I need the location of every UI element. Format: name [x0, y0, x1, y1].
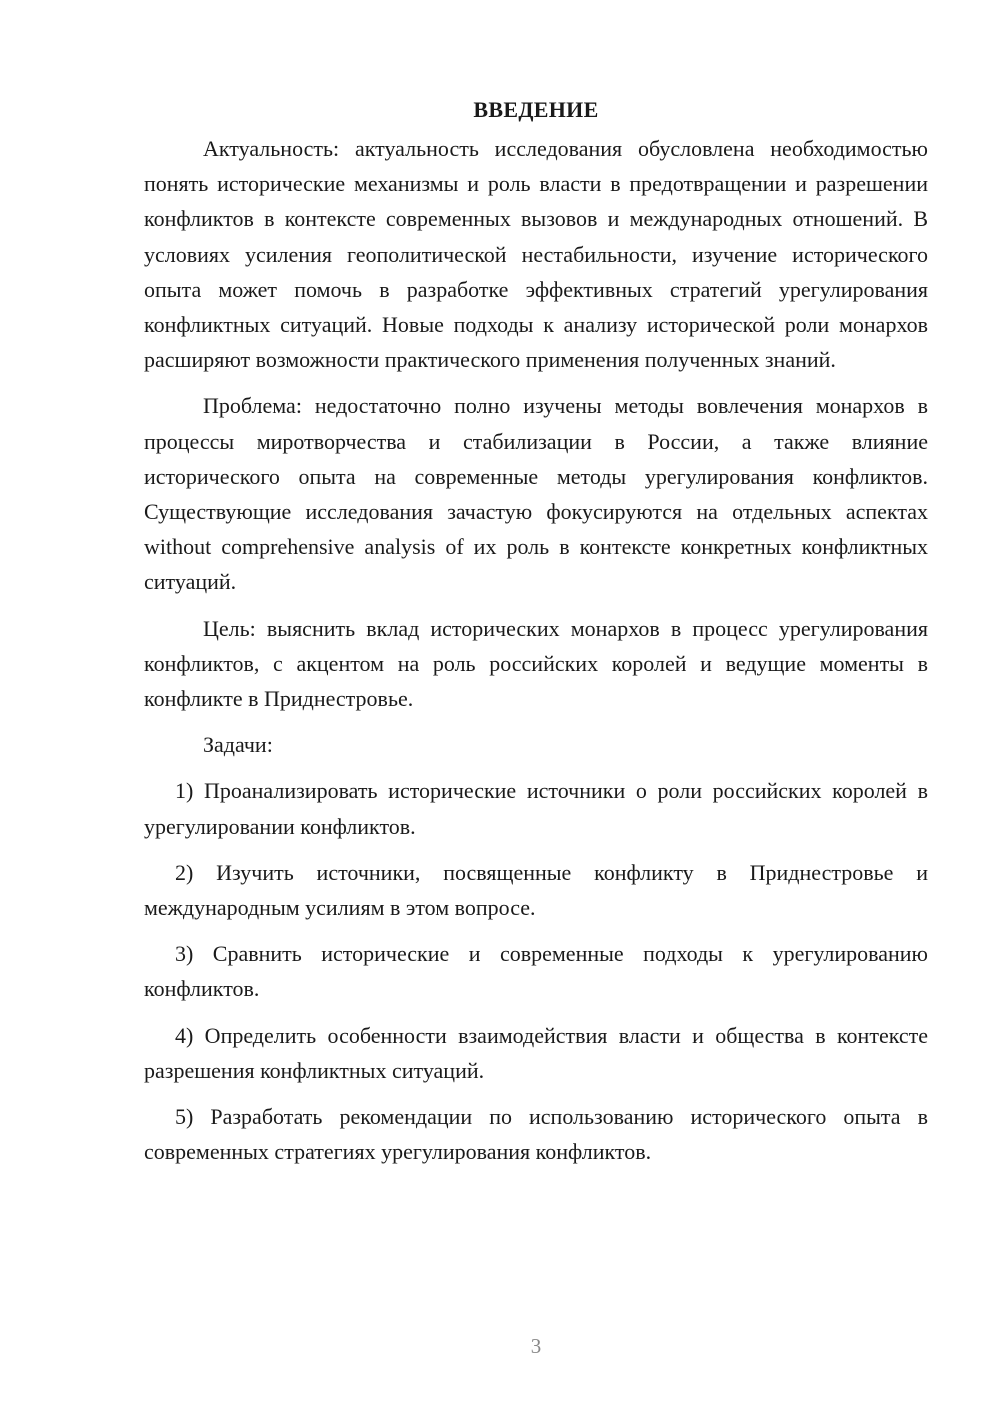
section-title: ВВЕДЕНИЕ [473, 97, 599, 122]
list-item: 2) Изучить источники, посвященные конфликту в Приднестровье и международным усилиям в этом вопросе. [144, 859, 928, 921]
list-item: 3) Сравнить исторические и современные подходы к урегулированию конфликтов. [144, 941, 928, 1002]
list-item: 4) Определить особенности взаимодействия власти и общества в контексте разрешения конфликтных ситуаций. [144, 1022, 928, 1083]
list-item: 5) Разработать рекомендации по использованию исторического опыта в современных стратегиях урегулирования конфликтов. [144, 1104, 928, 1165]
paragraph-goal: Цель: выяснить вклад исторических монархов в процесс урегулирования конфликтов, с акцентом на роль российских королей и ведущие моменты в конфликте в Приднестровье. [144, 615, 928, 712]
page-number: 3 [530, 1334, 542, 1358]
page-content [144, 92, 928, 1180]
paragraph-problem: Проблема: недостаточно полно изучены методы вовлечения монархов в процессы миротворчества и стабилизации в России, а также влияние исторического опыта на современные методы урегулирования конфликтов. Существующие исследования зачастую фокусируются на отдельных аспектах without comprehensive analysis of их роль в контексте конкретных конфликтных ситуаций. [144, 393, 928, 595]
task-list [144, 773, 928, 1169]
list-item: 1) Проанализировать исторические источники о роли российских королей в урегулировании конфликтов. [144, 778, 928, 839]
paragraph-tasks-heading: Задачи: [203, 732, 273, 758]
paragraph-relevance: Актуальность: актуальность исследования обусловлена необходимостью понять исторические механизмы и роль власти в предотвращении и разрешении конфликтов в контексте современных вызовов и международных отношений. В условиях усиления геополитической нестабильности, изучение исторического опыта может помочь в разработке эффективных стратегий урегулирования конфликтных ситуаций. Новые подходы к анализу исторической роли монархов расширяют возможности практического применения полученных знаний. [144, 136, 928, 373]
